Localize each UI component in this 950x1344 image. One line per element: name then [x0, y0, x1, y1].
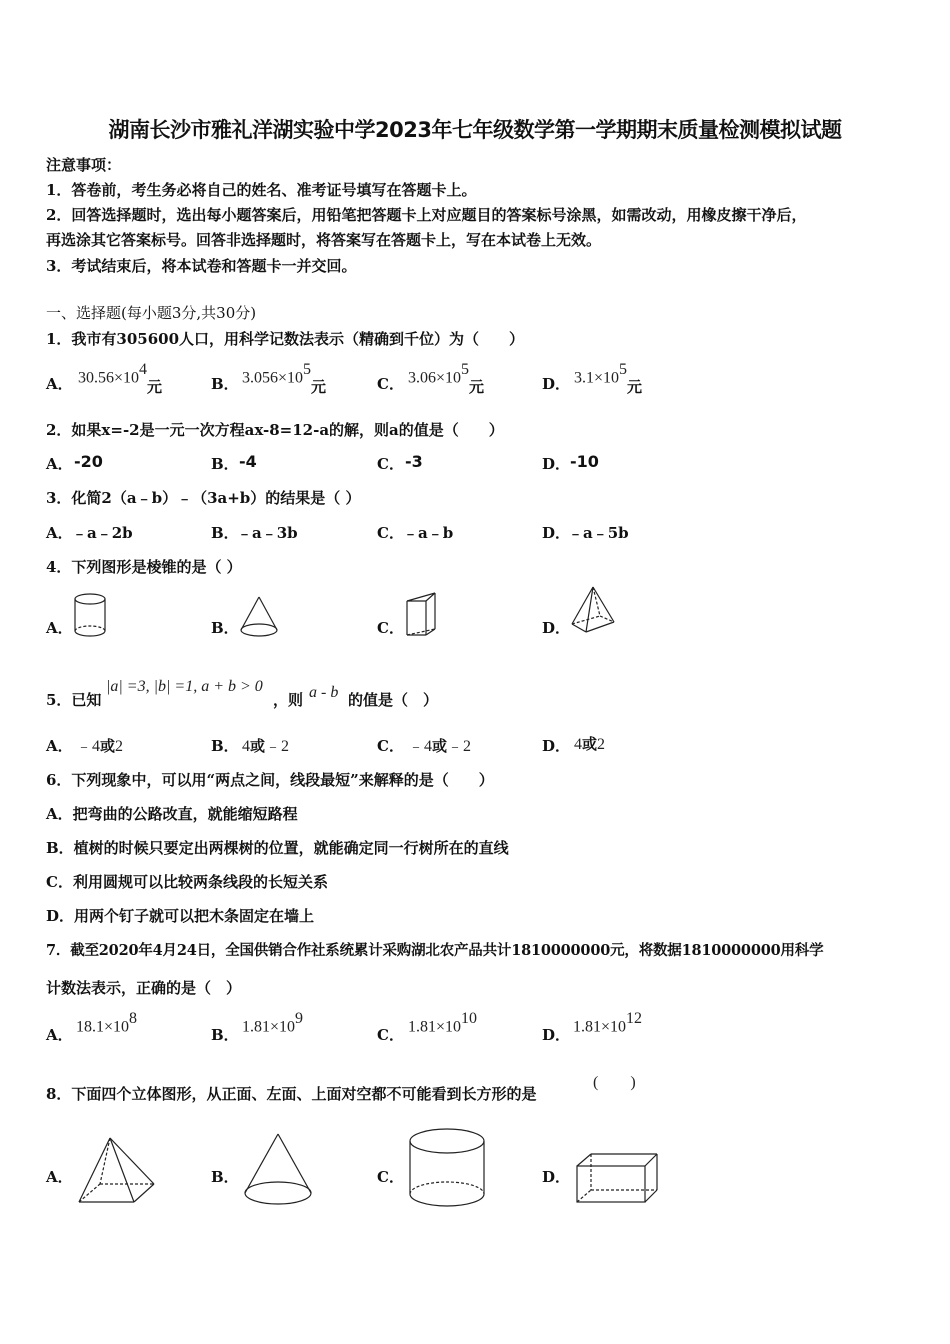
option-value: $3.056\times 10^5$元: [242, 361, 327, 397]
option-text: B．植树的时候只要定出两棵树的位置，就能确定同一行树所在的直线: [46, 839, 509, 857]
question-3-stem: 3．化简2（a﹣b）﹣（3a+b）的结果是（ ）: [46, 489, 361, 507]
notice-item: 1．答卷前，考生务必将自己的姓名、准考证号填写在答题卡上。: [46, 181, 477, 199]
cone-icon: [243, 1133, 315, 1209]
option-label: C．: [377, 737, 404, 755]
option-label: D．: [542, 375, 571, 393]
question-7-stem: 7．截至2020年4月24日，全国供销合作社系统累计采购湖北农产品共计1810000000元，将数据1810000000用科学: [46, 942, 824, 959]
option-value: $1.81\times 10^9$: [242, 1010, 304, 1036]
option-label: C．: [377, 619, 404, 637]
option-value: -20: [74, 452, 103, 471]
option-label: A．: [46, 524, 73, 542]
pyramid-icon: [570, 586, 618, 636]
option-label: D．: [542, 619, 571, 637]
option-value: -10: [570, 452, 599, 471]
question-8-paren: ( ): [593, 1074, 636, 1091]
option-label: A．: [46, 619, 73, 637]
option-value: ﹣4或2: [76, 737, 124, 755]
question-7-stem-cont: 计数法表示，正确的是（ ）: [46, 979, 242, 997]
option-value: $3.06\times 10^5$元: [408, 361, 485, 397]
option-value: -3: [405, 452, 423, 471]
question-5-middle: ，则: [273, 691, 304, 709]
option-label: A．: [46, 375, 73, 393]
question-5-expr: a - b: [309, 684, 339, 701]
question-5-condition: |a| =3, |b| =1, a + b > 0: [106, 678, 263, 695]
cone-icon: [240, 596, 280, 642]
question-1-stem: 1．我市有305600人口，用科学记数法表示（精确到千位）为（ ）: [46, 330, 525, 348]
question-2-stem: 2．如果x=-2是一元一次方程ax-8=12-a的解，则a的值是（ ）: [46, 421, 504, 439]
option-value: $1.81\times 10^{12}$: [573, 1010, 643, 1036]
option-label: C．: [377, 1168, 404, 1186]
option-label: B．: [211, 737, 239, 755]
question-6-stem: 6．下列现象中，可以用“两点之间，线段最短”来解释的是（ ）: [46, 771, 494, 789]
option-value: $18.1\times 10^8$: [76, 1010, 138, 1036]
option-text: A．把弯曲的公路改直，就能缩短路程: [46, 805, 298, 823]
option-label: D．: [542, 455, 571, 473]
option-value: ﹣a﹣2b: [72, 524, 133, 542]
question-5-prefix: 5．已知: [46, 691, 102, 709]
cuboid-icon: [575, 1152, 661, 1206]
option-value: ﹣a﹣5b: [568, 524, 629, 542]
option-label: A．: [46, 1026, 73, 1044]
option-value: ﹣a﹣3b: [237, 524, 298, 542]
option-label: B．: [211, 375, 239, 393]
option-label: C．: [377, 1026, 404, 1044]
question-5-suffix: 的值是（ ）: [348, 691, 439, 709]
option-label: B．: [211, 455, 239, 473]
option-label: D．: [542, 524, 571, 542]
option-label: B．: [211, 1026, 239, 1044]
option-value: -4: [239, 452, 257, 471]
triangular-prism-icon: [404, 591, 440, 639]
option-label: A．: [46, 455, 73, 473]
option-label: B．: [211, 1168, 239, 1186]
notice-item: 再选涂其它答案标号。回答非选择题时，将答案写在答题卡上，写在本试卷上无效。: [46, 231, 602, 249]
option-label: A．: [46, 737, 73, 755]
option-label: D．: [542, 737, 571, 755]
option-value: $1.81\times 10^{10}$: [408, 1010, 478, 1036]
question-8-stem: 8．下面四个立体图形，从正面、左面、上面对空都不可能看到长方形的是: [46, 1085, 537, 1103]
option-value: $3.1\times 10^5$元: [574, 361, 643, 397]
page-title: 湖南长沙市雅礼洋湖实验中学2023年七年级数学第一学期期末质量检测模拟试题: [108, 118, 842, 142]
cylinder-icon: [74, 593, 108, 639]
pyramid-icon: [78, 1136, 158, 1206]
question-4-stem: 4．下列图形是棱锥的是（ ）: [46, 558, 242, 576]
option-label: D．: [542, 1168, 571, 1186]
option-label: C．: [377, 455, 404, 473]
option-text: C．利用圆规可以比较两条线段的长短关系: [46, 873, 328, 891]
option-label: C．: [377, 524, 404, 542]
notice-heading: 注意事项：: [46, 156, 122, 174]
option-label: A．: [46, 1168, 73, 1186]
option-value: $30.56\times 10^4$元: [78, 361, 163, 397]
option-value: ﹣4或﹣2: [408, 737, 472, 755]
notice-item: 2．回答选择题时，选出每小题答案后，用铅笔把答题卡上对应题目的答案标号涂黑，如需改动，用橡皮擦干净后，: [46, 206, 807, 224]
option-label: C．: [377, 375, 404, 393]
option-value: ﹣a﹣b: [403, 524, 454, 542]
option-label: B．: [211, 619, 239, 637]
notice-item: 3．考试结束后，将本试卷和答题卡一并交回。: [46, 257, 357, 275]
option-value: 4或﹣2: [242, 737, 290, 755]
cylinder-icon: [409, 1128, 489, 1212]
option-value: 4或2: [574, 735, 606, 753]
option-text: D．用两个钉子就可以把木条固定在墙上: [46, 907, 315, 925]
option-label: D．: [542, 1026, 571, 1044]
option-label: B．: [211, 524, 239, 542]
section-heading: 一、选择题(每小题3分,共30分): [46, 304, 257, 322]
